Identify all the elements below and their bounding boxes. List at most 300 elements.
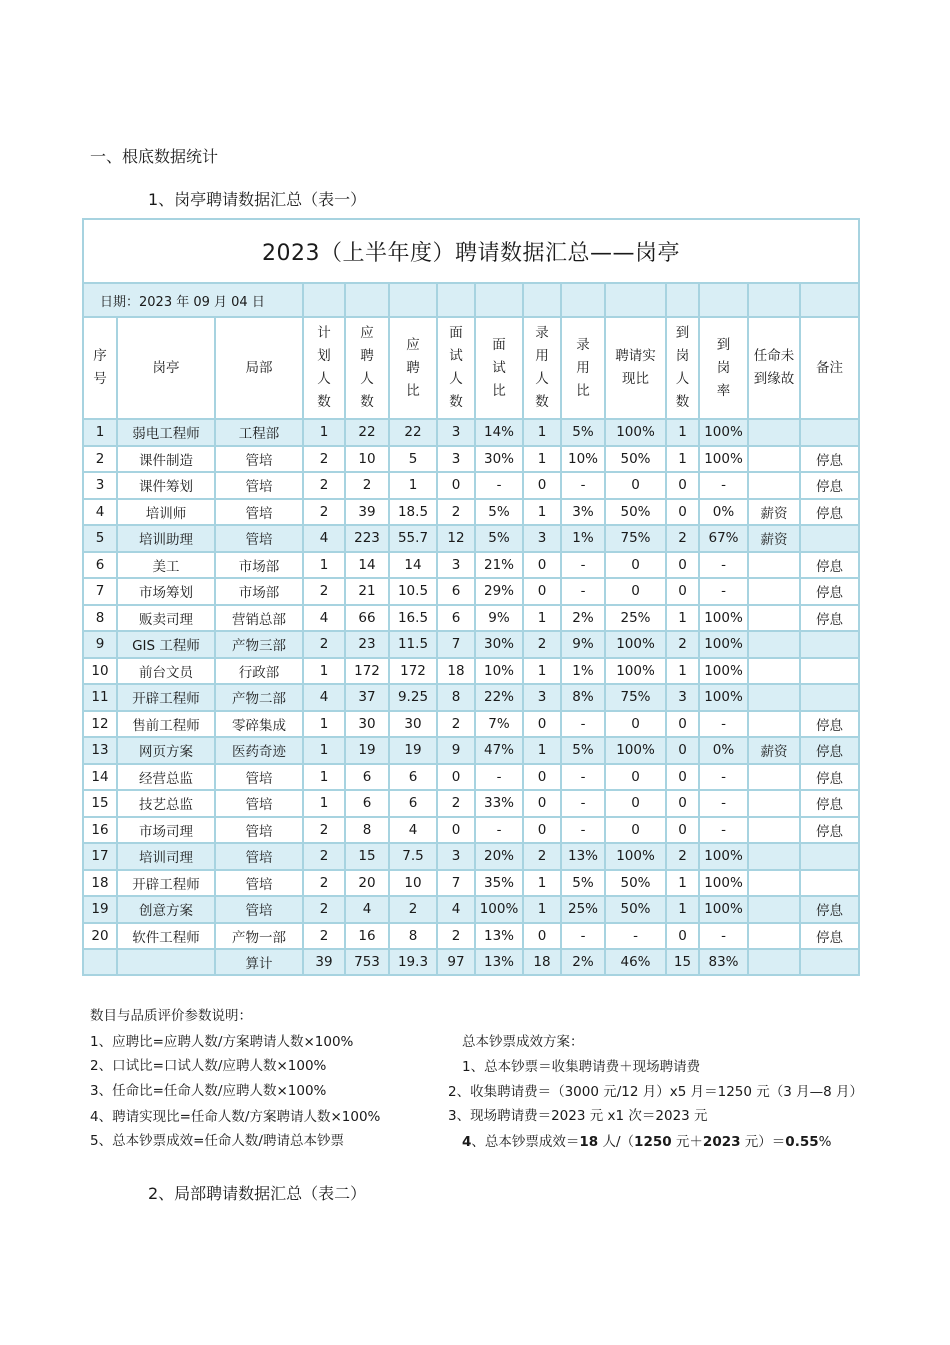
table-cell: 0	[666, 711, 699, 738]
table-cell: 经营总监	[117, 764, 215, 791]
column-header-label: 序号	[93, 348, 107, 387]
total-cell: 13%	[475, 949, 523, 975]
table-cell: 开辟工程师	[117, 870, 215, 897]
table-cell: 4	[345, 896, 389, 923]
table-cell	[800, 419, 859, 446]
table-cell: 1	[666, 870, 699, 897]
table-cell: 17	[83, 843, 117, 870]
total-cell	[83, 949, 117, 975]
table-cell: -	[699, 923, 748, 950]
table-cell: 创意方案	[117, 896, 215, 923]
table-cell: 19	[389, 737, 437, 764]
table-cell	[800, 870, 859, 897]
table-row	[83, 737, 859, 764]
table-cell: 1	[303, 419, 345, 446]
table-cell: 7	[83, 578, 117, 605]
table-cell: 0	[605, 578, 666, 605]
table-cell: 0	[523, 790, 561, 817]
table-row	[83, 817, 859, 844]
table-cell: 1	[523, 737, 561, 764]
note-right-3: 3、现场聘请费＝2023 元 x1 次＝2023 元	[448, 1108, 708, 1124]
column-header-label: 计划人数	[317, 325, 331, 410]
note-right-4-n4: 0.55	[785, 1134, 819, 1150]
date-row-empty-cell	[800, 283, 859, 317]
table-cell	[748, 790, 800, 817]
table-cell: -	[561, 472, 605, 499]
table-cell: 25%	[605, 605, 666, 632]
total-cell: 83%	[699, 949, 748, 975]
table-cell: 3	[437, 552, 475, 579]
table-cell: 10.5	[389, 578, 437, 605]
table-cell: 0	[666, 790, 699, 817]
table-row	[83, 870, 859, 897]
table-cell: 14%	[475, 419, 523, 446]
table-cell: 1	[666, 446, 699, 473]
table-cell: 0	[523, 817, 561, 844]
table-row	[83, 923, 859, 950]
table-cell: 管培	[215, 499, 303, 526]
date-row-empty-cell	[345, 283, 389, 317]
table-cell: 0	[605, 764, 666, 791]
table-cell: 停息	[800, 605, 859, 632]
column-header	[437, 317, 475, 419]
table-cell: 10	[389, 870, 437, 897]
column-header-label: 到岗人数	[675, 325, 690, 410]
table-cell: 0	[666, 817, 699, 844]
table-cell: 30	[345, 711, 389, 738]
table-cell: 5%	[561, 870, 605, 897]
table-cell: 1	[303, 790, 345, 817]
table-cell: 产物三部	[215, 631, 303, 658]
table-cell: -	[475, 472, 523, 499]
note-left-5: 5、总本钞票成效=任命人数/聘请总本钞票	[90, 1133, 344, 1149]
table-cell: 开辟工程师	[117, 684, 215, 711]
table-cell: 75%	[605, 525, 666, 552]
table-cell: -	[561, 578, 605, 605]
table-cell: 1	[303, 658, 345, 685]
column-header	[748, 317, 800, 419]
table-cell	[800, 843, 859, 870]
table-cell: 0	[523, 923, 561, 950]
table-cell: 1	[666, 896, 699, 923]
note-right-1: 1、总本钞票＝收集聘请费＋现场聘请费	[462, 1059, 701, 1075]
table-cell: 5	[389, 446, 437, 473]
table-cell: 美工	[117, 552, 215, 579]
table-cell: 1	[523, 658, 561, 685]
table-cell: 20	[345, 870, 389, 897]
note-right-4-n1: 18	[579, 1134, 599, 1150]
recruitment-table	[82, 218, 860, 976]
table-cell: 1	[523, 896, 561, 923]
table-cell: 100%	[699, 843, 748, 870]
table-cell: 9	[437, 737, 475, 764]
table-cell: 软件工程师	[117, 923, 215, 950]
date-row-empty-cell	[389, 283, 437, 317]
table-cell: 管培	[215, 817, 303, 844]
table-cell: 停息	[800, 499, 859, 526]
table-cell	[748, 870, 800, 897]
table-cell: 0	[437, 764, 475, 791]
table-cell: 2	[303, 817, 345, 844]
table-cell: 培训司理	[117, 843, 215, 870]
table-row	[83, 684, 859, 711]
table-cell: 100%	[605, 658, 666, 685]
table-cell: 2	[666, 525, 699, 552]
table-cell	[800, 525, 859, 552]
table-cell	[748, 684, 800, 711]
table-cell: 23	[345, 631, 389, 658]
table-cell: 停息	[800, 472, 859, 499]
table-cell: 0	[666, 578, 699, 605]
table-row	[83, 525, 859, 552]
table-cell: 8	[345, 817, 389, 844]
column-header-label: 岗亭	[152, 359, 180, 376]
table-cell: 19	[83, 896, 117, 923]
table-cell: 0	[666, 923, 699, 950]
table-cell: 管培	[215, 764, 303, 791]
table-cell: 停息	[800, 923, 859, 950]
column-header-label: 应聘比	[406, 336, 420, 399]
table-cell: 0%	[699, 737, 748, 764]
total-cell: 18	[523, 949, 561, 975]
table-row	[83, 790, 859, 817]
table-cell: 4	[437, 896, 475, 923]
table-cell: 5%	[561, 737, 605, 764]
table-cell: 4	[303, 684, 345, 711]
table-cell	[800, 684, 859, 711]
table-cell: -	[561, 817, 605, 844]
table-cell: -	[699, 764, 748, 791]
table-cell: 停息	[800, 764, 859, 791]
table-cell: 7%	[475, 711, 523, 738]
table-cell: 贩卖司理	[117, 605, 215, 632]
table-cell: 35%	[475, 870, 523, 897]
column-header	[303, 317, 345, 419]
table-cell: 2	[523, 843, 561, 870]
table-cell: 37	[345, 684, 389, 711]
table-cell: 15	[83, 790, 117, 817]
table-cell: 管培	[215, 525, 303, 552]
table-cell: 市场筹划	[117, 578, 215, 605]
table-cell: 13%	[475, 923, 523, 950]
table-row	[83, 499, 859, 526]
table-cell: -	[561, 764, 605, 791]
total-cell: 2%	[561, 949, 605, 975]
table-cell: 7.5	[389, 843, 437, 870]
table-cell: 停息	[800, 552, 859, 579]
table-cell: 11.5	[389, 631, 437, 658]
column-header-label: 录用人数	[535, 325, 549, 410]
table-row	[83, 472, 859, 499]
column-header	[800, 317, 859, 419]
table-cell: 1	[523, 446, 561, 473]
table-cell: 2	[303, 870, 345, 897]
table-cell: 172	[389, 658, 437, 685]
total-row	[83, 949, 859, 975]
table-cell: 1	[523, 499, 561, 526]
total-cell: 19.3	[389, 949, 437, 975]
table-cell: 6	[389, 764, 437, 791]
column-header	[117, 317, 215, 419]
table-cell: 1	[303, 764, 345, 791]
table-row	[83, 711, 859, 738]
note-right-4-num: 4	[462, 1134, 472, 1150]
table-cell: 5%	[561, 419, 605, 446]
table-cell: 100%	[605, 419, 666, 446]
table-row	[83, 896, 859, 923]
table-cell: 0	[523, 711, 561, 738]
table-cell: 4	[303, 525, 345, 552]
total-cell: 97	[437, 949, 475, 975]
table-cell	[748, 896, 800, 923]
table-cell: 6	[437, 578, 475, 605]
table-cell: 100%	[699, 684, 748, 711]
table-cell: -	[699, 472, 748, 499]
table-cell: 4	[303, 605, 345, 632]
table-cell: 3	[437, 446, 475, 473]
table1-subtitle: 1、岗亭聘请数据汇总（表一）	[148, 190, 367, 209]
column-header	[475, 317, 523, 419]
table-cell	[748, 817, 800, 844]
column-header	[561, 317, 605, 419]
table-cell: 50%	[605, 446, 666, 473]
table-cell: 0	[523, 578, 561, 605]
table-cell: 网页方案	[117, 737, 215, 764]
table2-subtitle: 2、局部聘请数据汇总（表二）	[148, 1184, 367, 1203]
column-header-label: 任命未到缘故	[753, 348, 795, 387]
table-cell: 47%	[475, 737, 523, 764]
table-cell: 管培	[215, 790, 303, 817]
table-cell: 管培	[215, 843, 303, 870]
table-cell: 管培	[215, 472, 303, 499]
table-cell: 6	[345, 764, 389, 791]
table-cell: 55.7	[389, 525, 437, 552]
table-cell: 培训师	[117, 499, 215, 526]
table-cell: 2	[303, 578, 345, 605]
table-cell: 0	[605, 711, 666, 738]
date-row-empty-cell	[699, 283, 748, 317]
table-cell: 2	[437, 711, 475, 738]
note-right-4-n3: 2023	[702, 1134, 741, 1150]
table-cell: 67%	[699, 525, 748, 552]
table-cell: 50%	[605, 896, 666, 923]
table-cell: 产物二部	[215, 684, 303, 711]
table-cell: 产物一部	[215, 923, 303, 950]
table-cell: 培训助理	[117, 525, 215, 552]
column-header-label: 局部	[245, 359, 273, 376]
table-cell	[748, 472, 800, 499]
table-cell: 9%	[561, 631, 605, 658]
table-cell: 10	[83, 658, 117, 685]
table-cell: 1	[523, 419, 561, 446]
column-header-label: 录用比	[576, 336, 590, 399]
table-cell	[748, 658, 800, 685]
table-cell: 7	[437, 631, 475, 658]
table-cell: 2	[303, 472, 345, 499]
column-header-label: 面试人数	[449, 325, 463, 410]
table-cell: 5%	[475, 525, 523, 552]
table-cell: -	[699, 552, 748, 579]
note-right-2: 2、收集聘请费＝（3000 元/12 月）x5 月＝1250 元（3 月—8 月）	[448, 1084, 864, 1100]
table-cell: -	[561, 711, 605, 738]
table-cell: -	[561, 923, 605, 950]
table-cell: 100%	[699, 896, 748, 923]
table-cell: 营销总部	[215, 605, 303, 632]
column-header	[605, 317, 666, 419]
table-cell: GIS 工程师	[117, 631, 215, 658]
table-cell: 2%	[561, 605, 605, 632]
table-date: 日期：2023 年 09 月 04 日	[83, 283, 303, 317]
table-cell	[748, 446, 800, 473]
table-cell: 11	[83, 684, 117, 711]
table-cell: 课件制造	[117, 446, 215, 473]
table-cell: 50%	[605, 870, 666, 897]
table-cell: 100%	[699, 658, 748, 685]
table-cell: 停息	[800, 896, 859, 923]
table-cell: 6	[437, 605, 475, 632]
note-right-4-t1: 、总本钞票成效＝	[471, 1134, 580, 1150]
table-cell: 1	[389, 472, 437, 499]
table-cell: 停息	[800, 790, 859, 817]
table-cell: 2	[303, 896, 345, 923]
table-cell: 7	[437, 870, 475, 897]
date-row-empty-cell	[523, 283, 561, 317]
table-cell: 6	[345, 790, 389, 817]
table-cell: 0	[437, 472, 475, 499]
table-cell: 0	[666, 552, 699, 579]
table-cell	[748, 605, 800, 632]
table-cell: 2	[437, 499, 475, 526]
section-title: 一、根底数据统计	[90, 147, 219, 166]
table-cell: 薪资	[748, 525, 800, 552]
table-cell: 2	[666, 843, 699, 870]
table-row	[83, 578, 859, 605]
table-cell: 2	[303, 499, 345, 526]
table-cell: 6	[389, 790, 437, 817]
note-right-4-n2: 1250	[634, 1134, 672, 1150]
table-row	[83, 446, 859, 473]
table-cell: 0	[605, 472, 666, 499]
date-row-empty-cell	[666, 283, 699, 317]
table-cell: 0	[666, 737, 699, 764]
table-cell: 18	[437, 658, 475, 685]
total-cell: 15	[666, 949, 699, 975]
table-cell: 0	[666, 499, 699, 526]
table-cell: 15	[345, 843, 389, 870]
note-right-4-t2: 人/（	[598, 1134, 635, 1150]
table-cell: 0	[605, 790, 666, 817]
table-cell: 19	[345, 737, 389, 764]
table-cell: 50%	[605, 499, 666, 526]
table-row	[83, 631, 859, 658]
table-cell: 5	[83, 525, 117, 552]
table-cell: 29%	[475, 578, 523, 605]
column-header-label: 备注	[816, 359, 843, 376]
table-cell: 9%	[475, 605, 523, 632]
table-cell: 66	[345, 605, 389, 632]
table-cell: 2	[345, 472, 389, 499]
total-cell	[748, 949, 800, 975]
table-cell: 1%	[561, 525, 605, 552]
table-cell: 3	[666, 684, 699, 711]
note-left-4: 4、聘请实现比=任命人数/方案聘请人数×100%	[90, 1109, 381, 1125]
table-cell: -	[605, 923, 666, 950]
table-cell: 10%	[475, 658, 523, 685]
table-cell: 行政部	[215, 658, 303, 685]
table-row	[83, 605, 859, 632]
total-cell: 算计	[215, 949, 303, 975]
table-cell: 2	[303, 923, 345, 950]
table-cell: 14	[389, 552, 437, 579]
table-cell	[748, 764, 800, 791]
date-row-empty-cell	[561, 283, 605, 317]
table-cell: 前台文员	[117, 658, 215, 685]
table-cell: 13	[83, 737, 117, 764]
table-cell: -	[699, 817, 748, 844]
table-cell: 售前工程师	[117, 711, 215, 738]
table-cell	[748, 711, 800, 738]
table-cell: 工程部	[215, 419, 303, 446]
table-cell: 2	[389, 896, 437, 923]
table-row	[83, 552, 859, 579]
table-cell: 33%	[475, 790, 523, 817]
table-cell: 12	[83, 711, 117, 738]
table-cell: 停息	[800, 578, 859, 605]
table-cell: 薪资	[748, 737, 800, 764]
table-cell: 9.25	[389, 684, 437, 711]
note-right-4	[462, 1130, 831, 1150]
table-cell	[800, 631, 859, 658]
note-left-2: 2、口试比=口试人数/应聘人数×100%	[90, 1058, 327, 1074]
column-header-label: 到岗率	[716, 336, 731, 399]
table-cell: 0	[523, 552, 561, 579]
table-cell: 100%	[699, 419, 748, 446]
table-cell: 4	[83, 499, 117, 526]
table-cell: 停息	[800, 737, 859, 764]
table-row	[83, 419, 859, 446]
table-cell: 市场部	[215, 552, 303, 579]
table-cell: 22	[389, 419, 437, 446]
table-cell: 0	[523, 764, 561, 791]
table-cell: 20%	[475, 843, 523, 870]
table-cell: -	[699, 790, 748, 817]
table-cell: 16.5	[389, 605, 437, 632]
note-right-title: 总本钞票成效方案：	[462, 1034, 584, 1050]
table-cell: 21%	[475, 552, 523, 579]
note-left-1: 1、应聘比=应聘人数/方案聘请人数×100%	[90, 1034, 354, 1050]
table-cell: 18.5	[389, 499, 437, 526]
column-header	[699, 317, 748, 419]
table-cell	[748, 631, 800, 658]
table-cell: 0	[605, 817, 666, 844]
column-header	[345, 317, 389, 419]
note-right-4-t3: 元＋	[671, 1134, 703, 1150]
table-cell: 1	[303, 737, 345, 764]
table-cell: 14	[83, 764, 117, 791]
note-right-4-t5: %	[818, 1134, 832, 1150]
notes-title: 数目与品质评价参数说明：	[90, 1008, 252, 1024]
table-cell: 1	[303, 711, 345, 738]
table-cell: 停息	[800, 711, 859, 738]
table-cell: 1	[523, 870, 561, 897]
table-cell: 1	[523, 605, 561, 632]
table-cell: 22	[345, 419, 389, 446]
table-cell: 100%	[605, 631, 666, 658]
table-cell: -	[475, 764, 523, 791]
table-cell: -	[699, 711, 748, 738]
table-cell: 9	[83, 631, 117, 658]
table-cell: 0	[666, 472, 699, 499]
